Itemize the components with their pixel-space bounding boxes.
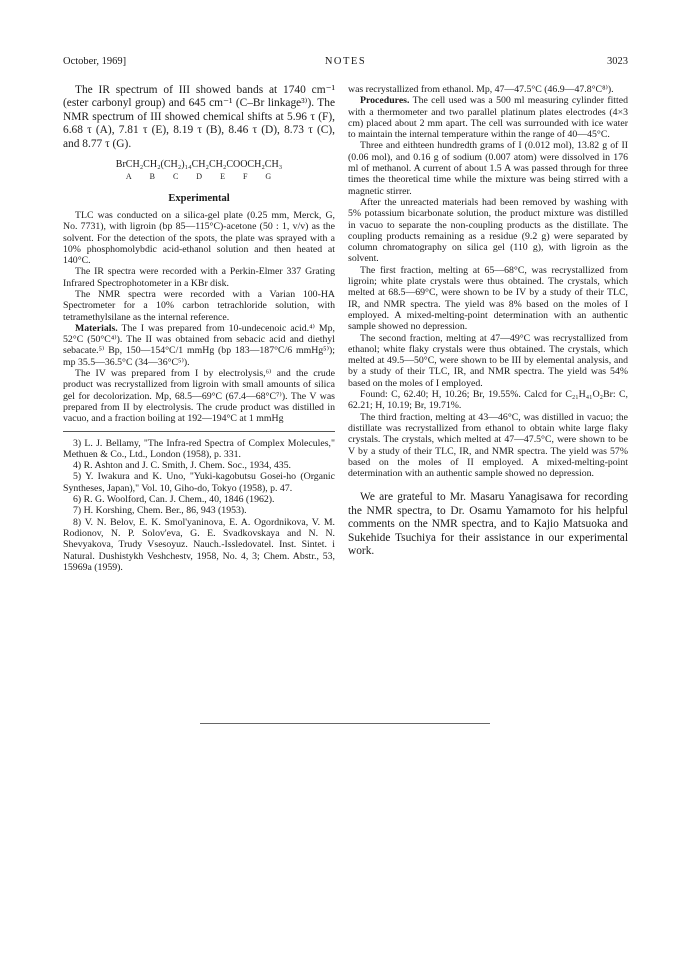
intro-paragraph: The IR spectrum of III showed bands at 1740 cm⁻¹ (ester carbonyl group) and 645 cm⁻¹ (C–Br linkage³⁾). The NMR spectrum of III showed chemical shifts at 5.96 τ (F), 6.68 τ (A), 7.81 τ (E), 8.19 τ (B), 8.46 τ (D), 8.73 τ (C), and 8.77 τ (G).	[63, 84, 335, 150]
left-column	[63, 84, 335, 573]
paragraph-analysis: Found: C, 62.40; H, 10.26; Br, 19.55%. Calcd for C₂₁H₄₁O₂Br: C, 62.21; H, 10.19; Br, 19.71%.	[348, 389, 628, 412]
formula-label: E	[220, 172, 226, 182]
section-heading: Experimental	[168, 192, 230, 204]
page-number: 3023	[607, 56, 628, 67]
footnote: 6) R. G. Woolford, Can. J. Chem., 40, 1846 (1962).	[73, 494, 275, 506]
running-header	[63, 56, 628, 70]
paragraph-procedures	[348, 95, 628, 140]
paragraph-materials	[63, 323, 335, 368]
paragraph-reagents: Three and eithteen hundredth grams of I (0.012 mol), 13.82 g of II (0.06 mol), and 0.16 g of sodium (0.007 atom) were dissolved in 176 ml of methanol. A current of about 1.5 A was passed through for three times the theoretical time while the mixture was being stirred with a magnetic stirrer.	[348, 140, 628, 197]
formula-label: G	[265, 172, 273, 182]
header-section: NOTES	[324, 56, 367, 67]
paragraph-nmr: The NMR spectra were recorded with a Varian 100-HA Spectrometer for a 10% carbon tetrachloride solution, with tetramethylsilane as the internal reference.	[63, 289, 335, 323]
header-date: October, 1969]	[63, 56, 127, 67]
formula-label: C	[172, 172, 180, 182]
end-rule	[200, 723, 490, 724]
footnote: 5) Y. Iwakura and K. Uno, "Yuki-kagobutsu Gosei-ho (Organic Syntheses, Japan)," Vol. 10, Giho-do, Tokyo (1958), p. 47.	[63, 471, 335, 494]
formula-labels	[63, 171, 335, 182]
paragraph-workup: After the unreacted materials had been removed by washing with 5% potassium bicarbonate solution, the product mixture was distilled in vacuo to separate the non-coupling products as the distillate. The coupling products remaining as a residue (9.2 g) were separated by column chromatography on silica gel (110 g), with ligroin as the solvent.	[348, 196, 628, 265]
formula-label: A	[125, 172, 133, 182]
paragraph-second-fraction: The second fraction, melting at 47—49°C was recrystallized from ethanol; white flaky crystals were thus obtained. The crystals, which melted at 49.5—50°C, were shown to be III by elemental analysis, and by a study of their TLC, IR, and NMR spectra. The yield was 54% based on the moles of I employed.	[348, 332, 628, 389]
paragraph-tlc: TLC was conducted on a silica-gel plate (0.25 mm, Merck, G, No. 7731), with ligroin (bp 85—115°C)-acetone (50 : 1, v/v) as the solvent. For the detection of the spots, the plate was sprayed with a 10% phosphomolybdic acid-ethanol solution and then heated at 140°C.	[63, 209, 335, 267]
formula-label: F	[242, 172, 249, 182]
paragraph-first-fraction: The first fraction, melting at 65—68°C, was recrystallized from ligroin; white plate crystals were thus obtained. The crystals, which melted at 68.5—69°C, were shown to be IV by a study of their TLC, IR, and NMR spectra. The yield was 8% based on the moles of I employed. A mixed-melting-point determination with an authentic sample showed no depression.	[348, 264, 628, 333]
paragraph-ir: The IR spectra were recorded with a Perkin-Elmer 337 Grating Infrared Spectrophotometer in a KBr disk.	[63, 266, 335, 289]
materials-text: The I was prepared from 10-undecenoic acid.⁴⁾ Mp, 52°C (50°C⁴⁾). The II was obtained from sebacic acid and diethyl sebacate.⁵⁾ Bp, 150—154°C/1 mmHg (bp 183—187°C/6 mmHg⁵⁾); mp 35.5—36.5°C (34—36°C⁵⁾).	[63, 322, 335, 368]
footnote: 3) L. J. Bellamy, "The Infra-red Spectra of Complex Molecules," Methuen & Co., Ltd., London (1958), p. 331.	[63, 437, 335, 460]
footnotes	[63, 431, 335, 574]
chemical-formula: BrCH₂CH₂(CH₂)₁₄CH₂CH₂COOCH₂CH₃	[115, 159, 283, 171]
procedures-label: Procedures.	[360, 95, 410, 107]
materials-label: Materials.	[75, 322, 118, 334]
paragraph-continued: was recrystallized from ethanol. Mp, 47—47.5°C (46.9—47.8°C⁸⁾).	[348, 84, 614, 95]
formula-label: D	[196, 172, 204, 182]
footnote: 8) V. N. Belov, E. K. Smol'yaninova, E. A. Ogordnikova, V. M. Rodionov, N. P. Solov'eva, G. E. Svadkovskaya and N. N. Shevyakova, Trudy Vsesoyuz. Nauch.-Issledovatel. Inst. Sintet. i Natural. Dushistykh Veshchestv, 1958, No. 4, 3; Chem. Abstr., 53, 15969a (1959).	[63, 516, 335, 573]
paragraph-v-prep: The IV was prepared from I by electrolysis,⁶⁾ and the crude product was recrystallized from ligroin with small amounts of silica gel for decolorization. Mp, 68.5—69°C (67.4—68°C⁷⁾). The V was prepared from II by electrolysis. The crude product was distilled in vacuo, and a fraction boiling at 192—194°C at 1 mmHg	[63, 368, 335, 425]
acknowledgment: We are grateful to Mr. Masaru Yanagisawa for recording the NMR spectra, to Dr. Osamu Yamamoto for his helpful comments on the NMR spectra, and to Kajio Matsuoka and Sukehide Tsuchiya for their assistance in our experimental work.	[348, 491, 628, 558]
paragraph-third-fraction: The third fraction, melting at 43—46°C, was distilled in vacuo; the distillate was recrystallized from ethanol to obtain white large flaky crystals. The crystals, which melted at 47—47.5°C, were shown to be V by a study of their TLC, IR, and NMR spectra. The yield was 57% based on the moles of II employed. A mixed-melting-point determination with an authentic sample showed no depression.	[348, 411, 628, 480]
footnote: 7) H. Korshing, Chem. Ber., 86, 943 (1953).	[73, 505, 247, 517]
procedures-text: The cell used was a 500 ml measuring cylinder fitted with a thermometer and two parallel platinum plates electrodes (4×3 cm) placed about 2 mm apart. The cell was surrounded with ice water to maintain the internal temperature within the range of 40—45°C.	[348, 95, 628, 141]
right-column	[348, 84, 628, 558]
formula-label: B	[149, 172, 156, 182]
footnote: 4) R. Ashton and J. C. Smith, J. Chem. Soc., 1934, 435.	[73, 460, 291, 472]
